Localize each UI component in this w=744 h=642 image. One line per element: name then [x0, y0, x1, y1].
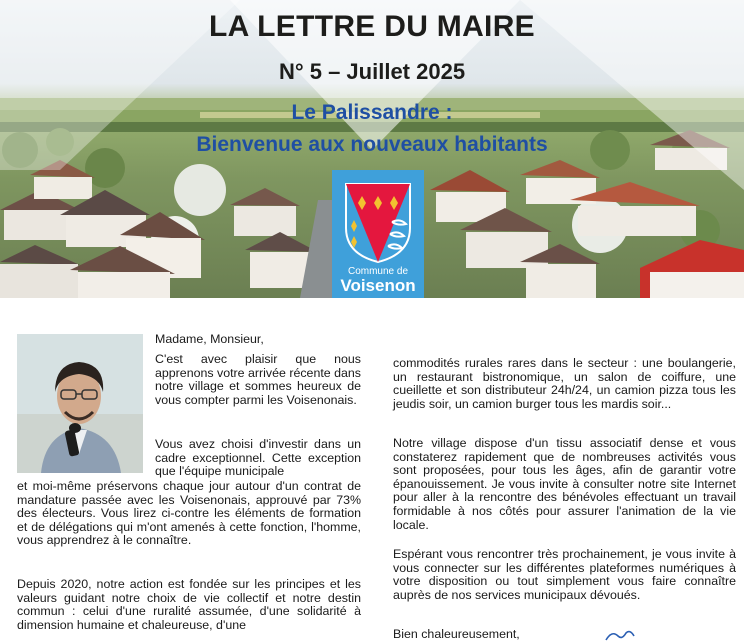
letter-right-paragraph-2: Notre village dispose d'un tissu associatif dense et vous constaterez rapidement que de nombreuses activités vous sont proposées, pour tous les âges, afin de garantir votre épanouissement. Je vous invite à consulter notre site Internet pour aller à la rencontre des bénévoles effectuant un travail formidable à nos côtés pour assurer l'animation de la vie locale.	[393, 436, 736, 532]
letter-right-paragraph-1: commodités rurales rares dans le secteur : une boulangerie, un restaurant bistronomique, un salon de coiffure, une cueillette et son distributeur 24h/24, un camion pizza tous les jeudis soir, un camion burger tous les mardis soir...	[393, 356, 736, 411]
mayor-photo-illustration	[17, 334, 143, 473]
signature-icon	[604, 630, 644, 641]
crest-commune-name: Voisenon	[340, 276, 416, 295]
letter-paragraph-1: C'est avec plaisir que nous apprenons votre arrivée récente dans notre village et sommes heureux de vous compter parmi les Voisenonais.	[155, 352, 361, 407]
header-banner	[0, 0, 744, 298]
letter-paragraph-3: Depuis 2020, notre action est fondée sur les principes et les valeurs guidant notre choix de vie collectif et notre destin commun : celui d'une ruralité assumée, d'une solidarité à dimension humaine et chaleureuse, d'une	[17, 577, 361, 632]
letter-closing: Bien chaleureusement,	[393, 627, 520, 641]
crest-caption: Commune de	[347, 266, 409, 277]
letter-paragraph-2: et moi-même préservons chaque jour autour d'un contrat de mandature passée avec les Voisenonais, approuvé par 73% des électeurs. Vous lirez ci-contre les éléments de formation et de délégations qui m'ont amenés à cette fonction, l'homme, vous apprendrez à le connaître.	[17, 479, 361, 548]
mayor-portrait	[17, 334, 143, 473]
subtitle-line-1: Le Palissandre :	[291, 101, 453, 124]
commune-crest	[332, 170, 424, 298]
subtitle-line-2: Bienvenue aux nouveaux habitants	[196, 133, 548, 156]
coat-of-arms-icon	[332, 170, 424, 266]
letter-paragraph-2-intro: Vous avez choisi d'investir dans un cadre exceptionnel. Cette exception que l'équipe municipale	[155, 437, 361, 479]
issue-number: N° 5 – Juillet 2025	[278, 59, 466, 84]
letter-right-paragraph-3: Espérant vous rencontrer très prochainement, je vous invite à vous connecter sur les différentes plateformes numériques à votre disposition ou tout simplement vous faire connaître auprès de nos services municipaux dévoués.	[393, 547, 736, 602]
letter-salutation: Madame, Monsieur,	[155, 332, 264, 346]
newsletter-title: LA LETTRE DU MAIRE	[209, 10, 535, 43]
